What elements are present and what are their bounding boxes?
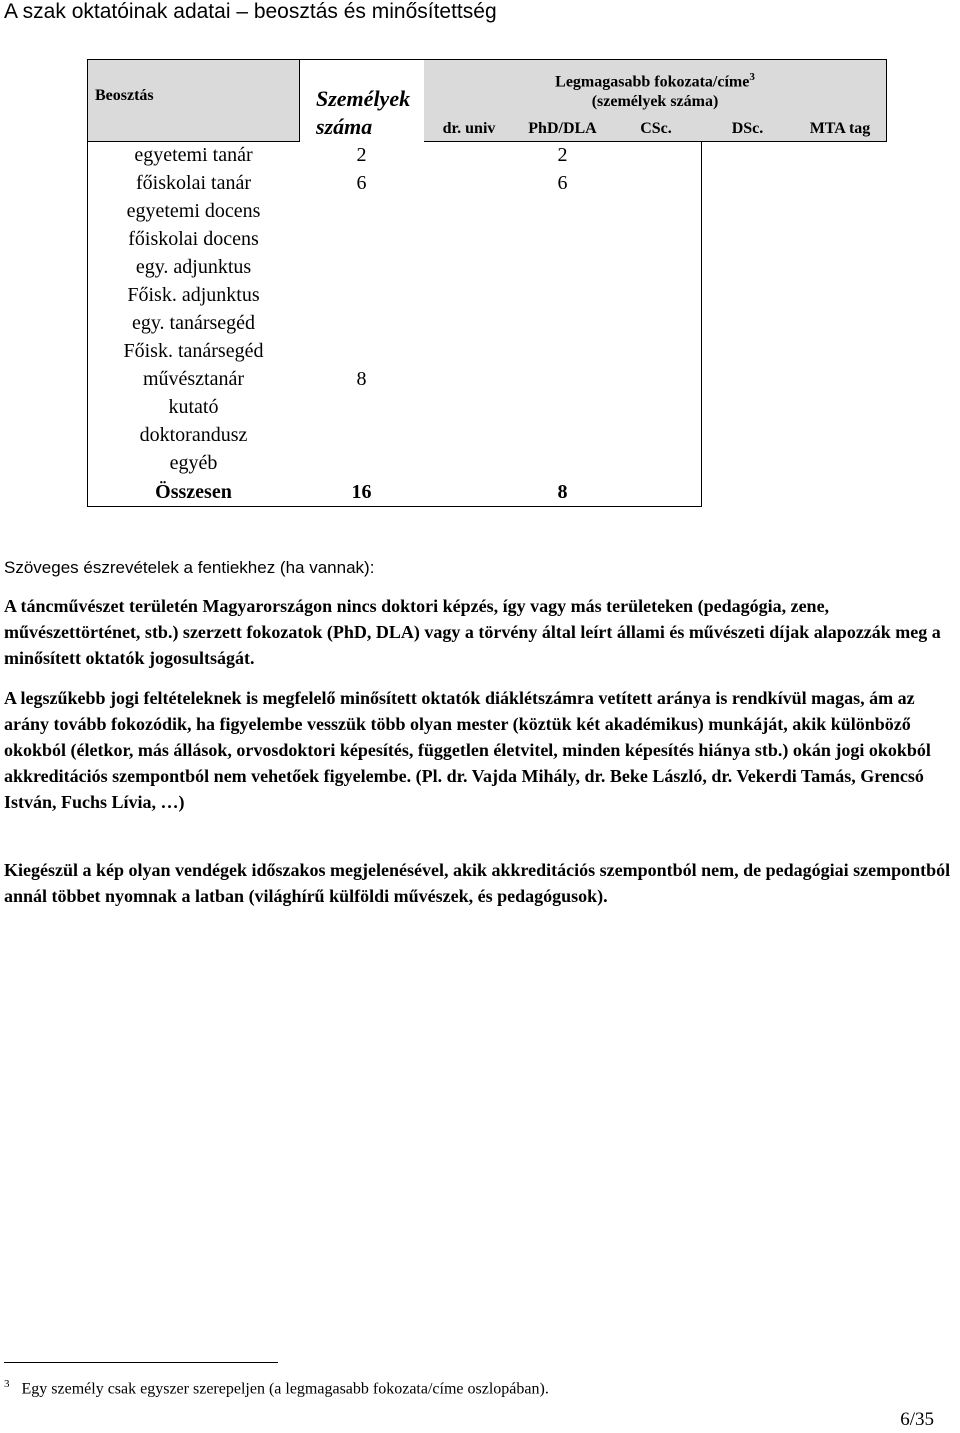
- cell-dsc: [702, 282, 794, 310]
- cell-phd-dla: [515, 450, 611, 478]
- cell-mta: [794, 310, 887, 338]
- cell-mta: [794, 142, 887, 170]
- cell-dr-univ: [424, 450, 515, 478]
- cell-dsc: [702, 310, 794, 338]
- cell-dr-univ: [424, 254, 515, 282]
- cell-phd-dla: [515, 366, 611, 394]
- cell-dr-univ: [424, 338, 515, 366]
- cell-mta: [794, 366, 887, 394]
- footnote-separator: [4, 1362, 278, 1363]
- cell-dsc: [702, 450, 794, 478]
- cell-csc: [611, 254, 702, 282]
- cell-persons: [300, 254, 424, 282]
- cell-mta: [794, 394, 887, 422]
- cell-persons: [300, 338, 424, 366]
- table-row: [88, 142, 887, 170]
- header-role: Beosztás: [88, 60, 300, 142]
- cell-csc: [611, 170, 702, 198]
- cell-csc: [611, 422, 702, 450]
- cell-persons: [300, 226, 424, 254]
- cell-persons: [300, 450, 424, 478]
- cell-dsc: [702, 422, 794, 450]
- cell-role: főiskolai docens: [88, 226, 300, 254]
- total-dsc: [702, 478, 794, 507]
- table-row: [88, 366, 887, 394]
- cell-mta: [794, 226, 887, 254]
- cell-dr-univ: [424, 282, 515, 310]
- cell-phd-dla: [515, 226, 611, 254]
- cell-dsc: [702, 142, 794, 170]
- cell-phd-dla: 2: [515, 142, 611, 170]
- header-degree-group: [424, 60, 887, 117]
- cell-dr-univ: [424, 366, 515, 394]
- cell-mta: [794, 254, 887, 282]
- table-row: [88, 310, 887, 338]
- cell-persons: [300, 198, 424, 226]
- cell-persons: [300, 282, 424, 310]
- notes-label: Szöveges észrevételek a fentiekhez (ha vannak):: [4, 558, 375, 577]
- header-persons: Személyek száma: [300, 60, 424, 142]
- cell-phd-dla: [515, 422, 611, 450]
- table-row: [88, 282, 887, 310]
- cell-dsc: [702, 170, 794, 198]
- cell-persons: [300, 394, 424, 422]
- cell-dr-univ: [424, 170, 515, 198]
- cell-dr-univ: [424, 422, 515, 450]
- cell-role: Főisk. tanársegéd: [88, 338, 300, 366]
- cell-dr-univ: [424, 226, 515, 254]
- cell-role: művésztanár: [88, 366, 300, 394]
- table-row: [88, 198, 887, 226]
- cell-role: egy. adjunktus: [88, 254, 300, 282]
- cell-role: egy. tanársegéd: [88, 310, 300, 338]
- cell-persons: 2: [356, 144, 367, 166]
- footnote-ref: 3: [749, 71, 755, 84]
- cell-csc: [611, 394, 702, 422]
- cell-dsc: [702, 198, 794, 226]
- cell-phd-dla: [515, 338, 611, 366]
- cell-dr-univ: [424, 142, 515, 170]
- cell-role: kutató: [88, 394, 300, 422]
- cell-role: Főisk. adjunktus: [88, 282, 300, 310]
- footnote-number: 3: [4, 1378, 10, 1390]
- paragraph-2: A legszűkebb jogi feltételeknek is megfelelő minősített oktatók diáklétszámra vetített aránya is rendkívül magas, ám az arány tovább fokozódik, ha figyelembe vesszük több olyan mester (köztük két akadémikus) munkáját, akik különböző okokból (életkor, más állások, orvosdoktori képesítés, független életvitel, minden képesítés hiánya stb.) okán jogi okokból akkreditációs szempontból nem vehetőek figyelembe. (Pl. dr. Vajda Mihály, dr. Beke László, dr. Vekerdi Tamás, Grencsó István, Fuchs Lívia, …): [4, 688, 931, 812]
- page-title: A szak oktatóinak adatai – beosztás és minősítettség: [4, 0, 497, 23]
- cell-persons: [300, 310, 424, 338]
- header-col-mta: MTA tag: [794, 117, 887, 142]
- header-degree-subtitle: (személyek száma): [591, 92, 719, 110]
- table-row: [88, 338, 887, 366]
- cell-phd-dla: [515, 394, 611, 422]
- footnote-text: Egy személy csak egyszer szerepeljen (a legmagasabb fokozata/címe oszlopában).: [21, 1380, 549, 1398]
- paragraph-1: A táncművészet területén Magyarországon nincs doktori képzés, így vagy más területeken (pedagógia, zene, művészettörténet, stb.) szerzett fokozatok (PhD, DLA) vagy a törvény által leírt állami és művészeti díjak alapozzák meg a minősített oktatók jogosultságát.: [4, 596, 941, 668]
- cell-csc: [611, 226, 702, 254]
- cell-dsc: [702, 226, 794, 254]
- cell-dr-univ: [424, 310, 515, 338]
- cell-mta: [794, 198, 887, 226]
- total-role: Összesen: [88, 478, 300, 507]
- cell-mta: [794, 338, 887, 366]
- table-body: [88, 142, 887, 478]
- cell-dr-univ: [424, 198, 515, 226]
- cell-csc: [611, 338, 702, 366]
- cell-phd-dla: [515, 254, 611, 282]
- cell-csc: [611, 142, 702, 170]
- cell-mta: [794, 170, 887, 198]
- cell-persons: 6: [356, 172, 367, 194]
- cell-phd-dla: 6: [515, 170, 611, 198]
- cell-mta: [794, 282, 887, 310]
- cell-csc: [611, 282, 702, 310]
- table-total-row: [88, 478, 887, 507]
- cell-role: főiskolai tanár: [88, 170, 300, 198]
- cell-dsc: [702, 338, 794, 366]
- header-col-csc: CSc.: [611, 117, 702, 142]
- cell-dsc: [702, 394, 794, 422]
- cell-dsc: [702, 254, 794, 282]
- cell-csc: [611, 450, 702, 478]
- total-persons: 16: [300, 478, 424, 507]
- page-number: 6/35: [900, 1409, 934, 1430]
- total-dr-univ: [424, 478, 515, 507]
- paragraph-3: Kiegészül a kép olyan vendégek időszakos megjelenésével, akik akkreditációs szempontból nem, de pedagógiai szempontból annál többet nyomnak a latban (világhírű külföldi művészek, és pedagógusok).: [4, 860, 951, 906]
- cell-phd-dla: [515, 282, 611, 310]
- table-row: [88, 450, 887, 478]
- header-degree-title: Legmagasabb fokozata/címe: [555, 73, 750, 91]
- header-col-dr-univ: dr. univ: [424, 117, 515, 142]
- header-col-dsc: DSc.: [702, 117, 794, 142]
- cell-role: egyetemi tanár: [88, 142, 300, 170]
- cell-role: doktorandusz: [88, 422, 300, 450]
- cell-dr-univ: [424, 394, 515, 422]
- total-phd-dla: 8: [515, 478, 611, 507]
- cell-mta: [794, 422, 887, 450]
- cell-csc: [611, 366, 702, 394]
- cell-mta: [794, 450, 887, 478]
- total-csc: [611, 478, 702, 507]
- cell-phd-dla: [515, 310, 611, 338]
- table-row: [88, 226, 887, 254]
- cell-dsc: [702, 366, 794, 394]
- cell-phd-dla: [515, 198, 611, 226]
- cell-role: egyetemi docens: [88, 198, 300, 226]
- cell-persons: 8: [356, 368, 367, 390]
- table-row: [88, 394, 887, 422]
- cell-role: egyéb: [88, 450, 300, 478]
- table-row: [88, 170, 887, 198]
- cell-csc: [611, 198, 702, 226]
- header-col-phd-dla: PhD/DLA: [515, 117, 611, 142]
- total-mta: [794, 478, 887, 507]
- cell-csc: [611, 310, 702, 338]
- footnote: [4, 1372, 549, 1401]
- cell-persons: [300, 422, 424, 450]
- staff-qualification-table: [87, 59, 887, 507]
- table-row: [88, 422, 887, 450]
- table-row: [88, 254, 887, 282]
